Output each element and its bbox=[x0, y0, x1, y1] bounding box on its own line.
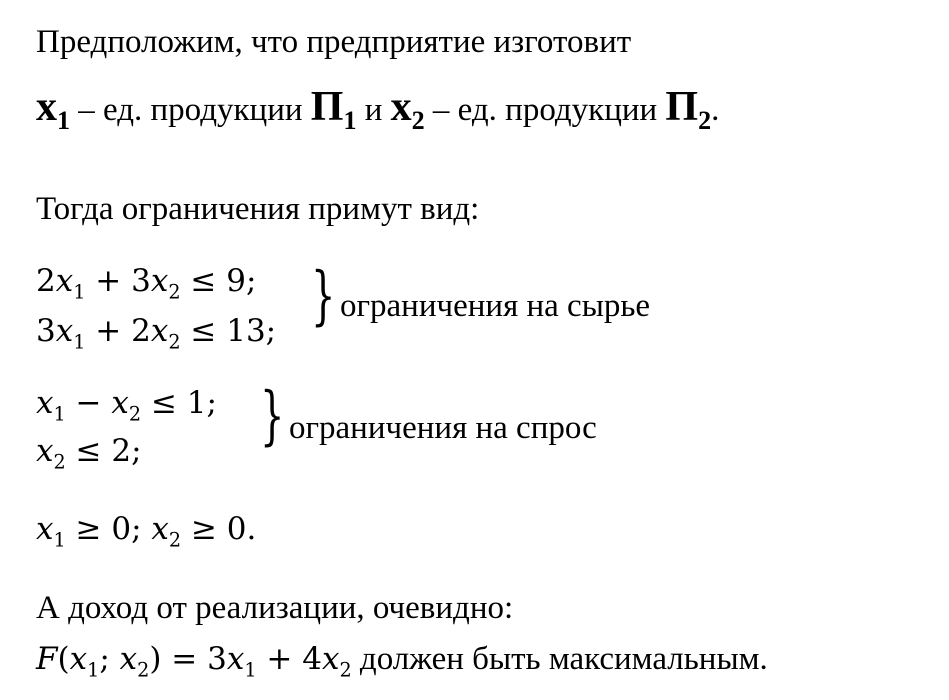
var-x1: $x_1$ bbox=[36, 84, 71, 136]
constraints-heading: Тогда ограничения примут вид: bbox=[36, 191, 480, 227]
product-p1: $П_1$ bbox=[310, 84, 357, 136]
nonneg-constraint: $x_1 \ge 0$; $x_2 \ge 0$. bbox=[36, 511, 257, 552]
intro-period: . bbox=[711, 92, 720, 128]
raw-constraint-1: $2x_1 + 3x_2 \le 9$; bbox=[36, 263, 257, 304]
objective-tail: должен быть максимальным. bbox=[351, 641, 768, 677]
income-line-1: А доход от реализации, очевидно: bbox=[36, 590, 514, 626]
income-function bbox=[36, 643, 768, 680]
demand-label: ограничения на спрос bbox=[289, 410, 597, 446]
x2-description: – ед. продукции bbox=[424, 92, 666, 128]
product-p2: $П_2$ bbox=[665, 84, 712, 136]
raw-brace: } bbox=[311, 259, 336, 333]
x1-description: – ед. продукции bbox=[70, 92, 311, 128]
demand-constraint-2: $x_2 \le 2$; bbox=[36, 433, 142, 474]
objective-formula: $F(x_1$; $x_2) = 3x_1 + 4x_2$ bbox=[36, 641, 352, 682]
demand-brace: } bbox=[260, 379, 285, 453]
demand-constraint-1: $x_1 - x_2 \le 1$; bbox=[36, 385, 217, 426]
var-x2: $x_2$ bbox=[390, 84, 425, 136]
intro-line-1: Предположим, что предприятие изготовит bbox=[36, 24, 632, 60]
raw-constraint-2: $3x_1 + 2x_2 \le 13$; bbox=[36, 313, 277, 354]
and-word: и bbox=[356, 92, 391, 128]
intro-line-2 bbox=[36, 86, 719, 134]
raw-label: ограничения на сырье bbox=[340, 288, 651, 324]
